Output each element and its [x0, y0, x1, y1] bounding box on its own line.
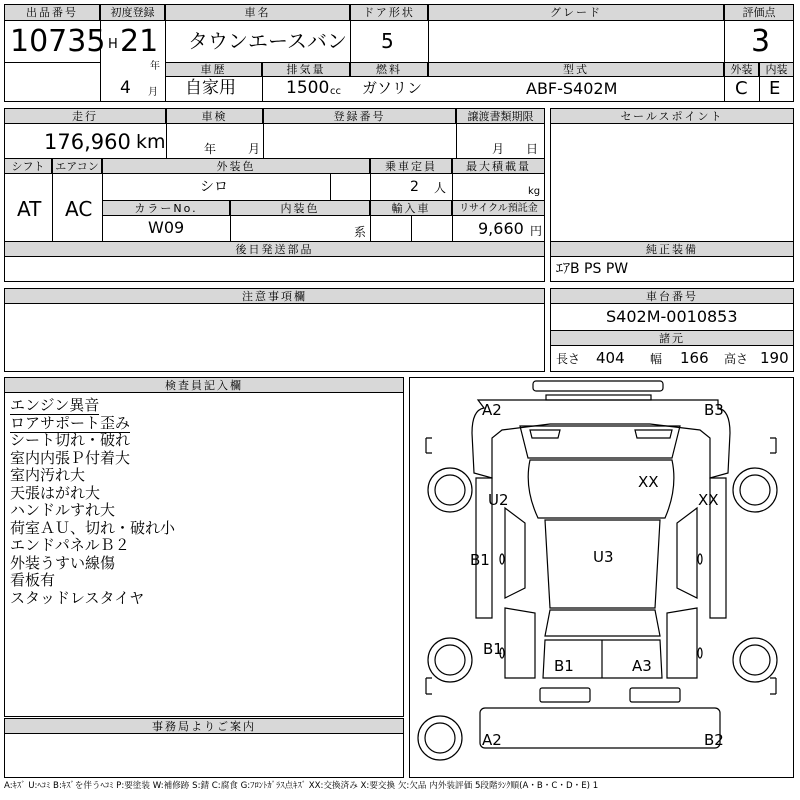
recycle-value: 9,660 [478, 219, 524, 238]
damage-diagram [409, 377, 794, 778]
inspector-note: シート切れ・破れ [10, 431, 131, 449]
fuel-header: 燃料 [350, 62, 428, 77]
inspector-note: ハンドルすれ大 [10, 501, 116, 519]
capacity-header: 乗車定員 [370, 158, 452, 174]
score-value: 3 [751, 24, 771, 59]
exterior-header: 外装 [724, 62, 759, 77]
transfer-day: 日 [526, 142, 539, 156]
displacement-header: 排気量 [262, 62, 350, 77]
ext-color-header: 外装色 [102, 158, 370, 174]
int-color-header: 内装色 [230, 200, 370, 216]
dimensions-header: 諸元 [550, 330, 794, 346]
inspector-note: スタッドレスタイヤ [10, 588, 145, 607]
mileage-value: 176,960 [44, 130, 131, 154]
legend: A:ｷｽﾞ U:ﾍｺﾐ B:ｷｽﾞを伴うﾍｺﾐ P:要塗装 W:補修跡 S:錆 C:腐食 G:ﾌﾛﾝﾄｶﾞﾗｽ点ｷｽﾞ XX:交換済み X:要交換 欠:欠品 内外装評価 5段階ﾗﾝｸ順(A・B・C・D・E) 1 [4, 781, 599, 791]
int-color-unit: 系 [354, 225, 367, 239]
history-value: 自家用 [185, 78, 236, 98]
later-parts-header: 後日発送部品 [4, 241, 545, 257]
width-label: 幅 [650, 352, 663, 366]
aircon-header: エアコン [52, 158, 102, 174]
inspector-note: 荷室ＡＵ、切れ・破れ小 [10, 518, 176, 537]
model-header: 型式 [428, 62, 724, 77]
yen-unit: 円 [530, 224, 543, 238]
score-header: 評価点 [724, 4, 794, 21]
km-unit: km [136, 131, 166, 153]
car-name-value: タウンエースバン [188, 29, 347, 53]
first-reg-header: 初度登録 [100, 4, 165, 21]
office-header: 事務局よりご案内 [4, 718, 404, 734]
length-value: 404 [596, 349, 625, 367]
color-no-value: W09 [148, 218, 185, 237]
car-diagram-svg [410, 378, 794, 778]
mark-left-door: U2 [488, 491, 509, 509]
inspector-header: 検査員記入欄 [4, 377, 404, 393]
inspector-note: 天張はがれ大 [10, 483, 101, 502]
chassis-no-header: 車台番号 [550, 288, 794, 304]
interior-grade-value: E [769, 78, 781, 99]
reg-no-header: 登録番号 [263, 108, 456, 124]
mark-side-right: XX [698, 491, 719, 509]
transfer-month: 月 [492, 142, 505, 156]
inspector-note: ロアサポート歪み [10, 413, 131, 432]
era-value: H [108, 37, 118, 52]
cc-unit: cc [330, 86, 341, 97]
inspector-note: 看板有 [10, 571, 56, 589]
exterior-grade-value: C [735, 78, 748, 99]
mark-roof-right: XX [638, 473, 659, 491]
length-label: 長さ [556, 352, 581, 366]
height-label: 高さ [724, 352, 749, 366]
year-unit: 年 [150, 61, 160, 72]
inspection-header: 車検 [166, 108, 263, 124]
interior-header: 内装 [759, 62, 794, 77]
mark-rear-right: A3 [632, 657, 652, 675]
aircon-value: AC [65, 197, 93, 221]
import-header: 輸入車 [370, 200, 452, 216]
width-value: 166 [680, 349, 709, 367]
doors-value: 5 [381, 29, 394, 53]
capacity-value: 2 [410, 179, 419, 195]
mark-bottom-right: B2 [704, 731, 724, 749]
year-value: 21 [120, 24, 159, 59]
inspector-note: 外装うすい線傷 [10, 553, 116, 572]
load-unit: kg [528, 186, 541, 197]
sales-point-header: セールスポイント [550, 108, 794, 124]
max-load-header: 最大積載量 [452, 158, 545, 174]
displacement-value: 1500 [286, 78, 330, 98]
mark-front-right: B3 [704, 401, 724, 419]
inspection-year: 年 [204, 142, 217, 156]
inspection-month: 月 [248, 142, 261, 156]
shift-value: AT [17, 197, 42, 221]
mileage-header: 走行 [4, 108, 166, 124]
grade-header: グレード [428, 4, 724, 21]
height-value: 190 [760, 349, 789, 367]
car-name-header: 車名 [165, 4, 350, 21]
mark-left-rear: B1 [483, 640, 503, 658]
model-value: ABF-S402M [526, 79, 618, 98]
genuine-equip-header: 純正装備 [550, 241, 794, 257]
inspector-note: 室内内張Ｐ付着大 [10, 448, 131, 467]
shift-header: シフト [4, 158, 52, 174]
lot-no-header: 出品番号 [4, 4, 100, 21]
lot-no-value: 10735 [10, 24, 106, 59]
month-unit: 月 [148, 87, 158, 98]
transfer-header: 譲渡書類期限 [456, 108, 545, 124]
mark-rear-left: B1 [554, 657, 574, 675]
fuel-value: ガソリン [362, 79, 423, 97]
recycle-header: リサイクル預託金 [452, 200, 545, 216]
genuine-equip-value: ｴｱB PS PW [556, 261, 629, 277]
chassis-no-value: S402M-0010853 [606, 307, 738, 326]
ext-color-value: シロ [200, 179, 228, 195]
remarks-header: 注意事項欄 [4, 288, 545, 304]
month-value: 4 [120, 78, 131, 98]
history-header: 車歴 [165, 62, 262, 77]
mark-left-mid: B1 [470, 551, 490, 569]
capacity-unit: 人 [434, 181, 447, 195]
color-no-header: カラーNo. [102, 200, 230, 216]
mark-center: U3 [593, 548, 614, 566]
mark-bottom-left: A2 [482, 731, 502, 749]
door-type-header: ドア形状 [350, 4, 428, 21]
inspector-note: エンドパネルＢ２ [10, 536, 130, 554]
inspector-note: 室内汚れ大 [10, 466, 86, 484]
mark-front-left: A2 [482, 401, 502, 419]
inspector-note: エンジン異音 [10, 396, 100, 414]
